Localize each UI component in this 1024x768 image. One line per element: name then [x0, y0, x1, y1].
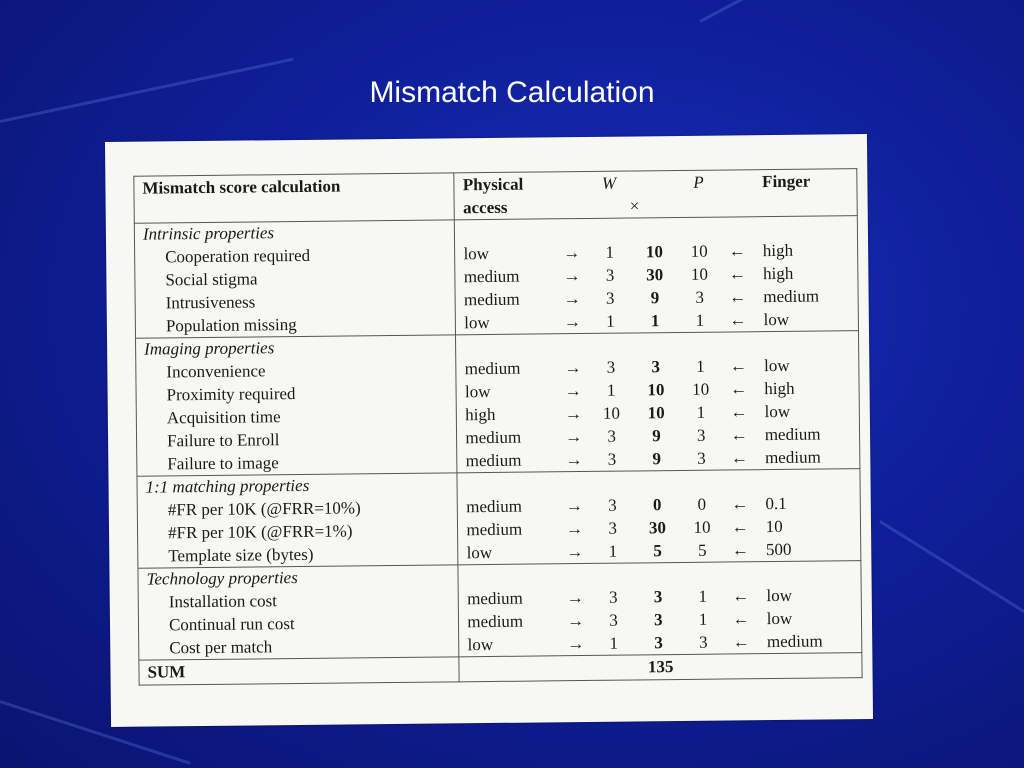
- row-product-value: 9: [650, 288, 660, 308]
- row-p-value: 10: [692, 379, 710, 399]
- arrow-right-icon: →: [565, 496, 583, 516]
- table-header-row: [134, 169, 857, 224]
- arrow-right-icon: →: [563, 243, 581, 263]
- row-p-value: 3: [681, 447, 722, 471]
- row-physical-access: medium: [457, 448, 556, 473]
- row-w-value: 3: [608, 495, 617, 515]
- row-product-value: 10: [647, 403, 665, 423]
- row-product-value: 3: [634, 631, 683, 655]
- row-w-value: 3: [609, 610, 618, 630]
- row-finger-value: medium: [759, 629, 862, 654]
- arrow-left-icon: ←: [728, 264, 747, 284]
- row-finger-value: 0.1: [757, 491, 860, 515]
- row-product-value: 0: [652, 495, 662, 515]
- row-name: Population missing: [135, 311, 456, 338]
- row-w-value: 1: [590, 310, 631, 334]
- row-product-value: 30: [648, 518, 666, 538]
- row-p-value: 3: [696, 425, 706, 445]
- arrow-right-icon: →: [557, 540, 592, 564]
- row-p-value: 10: [690, 264, 709, 284]
- row-product-value: 5: [633, 539, 682, 563]
- row-product-value: 3: [654, 610, 663, 630]
- row-name: Proximity required: [136, 380, 457, 406]
- arrow-left-icon: ←: [732, 586, 750, 606]
- row-name: Failure to Enroll: [136, 426, 457, 452]
- row-p-value: 10: [693, 517, 711, 537]
- arrow-right-icon: →: [563, 266, 581, 286]
- arrow-right-icon: →: [556, 448, 591, 472]
- row-product-value: 10: [645, 242, 664, 262]
- row-finger-value: medium: [757, 445, 860, 470]
- arrow-right-icon: →: [564, 358, 582, 378]
- arrow-left-icon: ←: [729, 356, 748, 376]
- arrow-left-icon: ←: [720, 308, 755, 332]
- row-p-value: 0: [697, 494, 707, 514]
- row-p-value: 3: [683, 631, 724, 655]
- header-physical-access: Physical access: [454, 172, 554, 220]
- header-mismatch-score: Mismatch score calculation: [134, 173, 455, 223]
- row-product-value: 9: [652, 426, 661, 446]
- arrow-left-icon: ←: [731, 517, 749, 537]
- row-w-value: 3: [608, 518, 618, 538]
- row-p-value: 1: [698, 609, 708, 629]
- arrow-right-icon: →: [566, 519, 584, 539]
- row-name: #FR per 10K (@FRR=10%): [137, 495, 458, 521]
- row-physical-access: low: [459, 632, 558, 657]
- row-p-value: 5: [682, 539, 723, 563]
- arrow-right-icon: →: [564, 404, 583, 424]
- row-physical-access: low: [456, 310, 555, 335]
- row-physical-access: medium: [463, 266, 520, 287]
- arrow-left-icon: ←: [728, 241, 746, 261]
- header-times: ×: [629, 171, 678, 219]
- arrow-left-icon: ←: [723, 538, 758, 562]
- row-name: Cost per match: [139, 633, 460, 660]
- row-physical-access: medium: [467, 588, 523, 609]
- row-w-value: 3: [609, 587, 618, 607]
- row-physical-access: medium: [463, 289, 520, 310]
- row-w-value: 10: [602, 403, 621, 423]
- group-title: 1:1 matching properties: [137, 473, 458, 499]
- group-title: Intrinsic properties: [134, 220, 455, 246]
- row-name: Continual run cost: [138, 610, 459, 636]
- row-w-value: 1: [593, 631, 634, 655]
- row-physical-access: low: [464, 381, 491, 402]
- row-physical-access: medium: [466, 496, 522, 517]
- row-p-value: 1: [696, 402, 706, 422]
- arrow-right-icon: →: [558, 632, 593, 656]
- row-product-value: 9: [632, 447, 681, 471]
- row-p-value: 1: [698, 586, 708, 606]
- row-name: Inconvenience: [136, 357, 457, 383]
- row-finger-value: high: [755, 238, 858, 262]
- arrow-left-icon: ←: [724, 630, 759, 654]
- row-physical-access: medium: [464, 358, 521, 379]
- row-product-value: 3: [653, 587, 663, 607]
- mismatch-table: [133, 168, 862, 686]
- row-finger-value: 10: [758, 514, 861, 538]
- row-name: #FR per 10K (@FRR=1%): [137, 518, 458, 544]
- row-finger-value: 500: [758, 537, 861, 562]
- row-finger-value: high: [755, 261, 858, 285]
- row-name: Acquisition time: [136, 403, 457, 429]
- arrow-right-icon: →: [555, 310, 590, 334]
- row-name: Intrusiveness: [135, 288, 456, 314]
- row-physical-access: medium: [466, 519, 523, 540]
- row-w-value: 1: [606, 380, 616, 400]
- row-finger-value: low: [756, 353, 859, 377]
- row-product-value: 1: [631, 309, 680, 333]
- arrow-left-icon: ←: [730, 425, 748, 445]
- row-p-value: 3: [695, 287, 705, 307]
- arrow-left-icon: ←: [732, 609, 750, 629]
- row-w-value: 3: [606, 357, 616, 377]
- slide-title: Mismatch Calculation: [369, 76, 655, 109]
- row-w-value: 1: [592, 539, 633, 563]
- arrow-left-icon: ←: [730, 379, 748, 399]
- header-p: P: [678, 170, 719, 217]
- row-finger-value: low: [756, 399, 859, 423]
- row-finger-value: low: [759, 606, 862, 630]
- row-w-value: 3: [607, 426, 617, 446]
- background-streak: [699, 0, 1024, 23]
- header-finger: Finger: [754, 169, 857, 217]
- arrow-left-icon: ←: [730, 402, 748, 422]
- row-name: Template size (bytes): [138, 541, 459, 568]
- row-w-value: 3: [605, 265, 615, 285]
- row-physical-access: medium: [467, 611, 524, 632]
- row-p-value: 10: [690, 241, 708, 261]
- background-streak: [879, 520, 1024, 660]
- row-finger-value: low: [755, 307, 858, 332]
- row-finger-value: high: [756, 376, 859, 400]
- scanned-table-image: [105, 134, 873, 727]
- row-p-value: 1: [696, 356, 705, 376]
- sum-label: SUM: [139, 657, 460, 685]
- group-title: Technology properties: [138, 565, 459, 591]
- row-name: Failure to image: [137, 449, 458, 476]
- row-product-value: 10: [647, 380, 665, 400]
- row-finger-value: medium: [755, 284, 858, 308]
- arrow-right-icon: →: [564, 381, 582, 401]
- arrow-right-icon: →: [565, 427, 583, 447]
- row-physical-access: low: [463, 243, 490, 264]
- row-w-value: 1: [605, 242, 615, 262]
- row-product-value: 30: [646, 265, 664, 285]
- row-product-value: 3: [651, 357, 661, 377]
- arrow-right-icon: →: [563, 289, 581, 309]
- row-physical-access: high: [465, 404, 496, 425]
- row-name: Installation cost: [138, 587, 459, 613]
- row-finger-value: low: [758, 583, 861, 607]
- sum-value: 135: [459, 653, 862, 682]
- arrow-left-icon: ←: [731, 494, 749, 514]
- group-title: Imaging properties: [136, 335, 457, 361]
- row-name: Cooperation required: [135, 242, 456, 268]
- row-finger-value: medium: [757, 422, 860, 446]
- row-physical-access: low: [458, 540, 557, 565]
- row-physical-access: medium: [465, 427, 522, 448]
- arrow-right-icon: →: [566, 611, 585, 631]
- row-w-value: 3: [591, 448, 632, 472]
- row-name: Social stigma: [135, 265, 456, 291]
- row-w-value: 3: [605, 288, 615, 308]
- row-p-value: 1: [679, 309, 720, 333]
- arrow-left-icon: ←: [729, 287, 747, 307]
- arrow-right-icon: →: [566, 588, 584, 608]
- arrow-left-icon: ←: [722, 446, 757, 470]
- header-w: W: [588, 171, 629, 218]
